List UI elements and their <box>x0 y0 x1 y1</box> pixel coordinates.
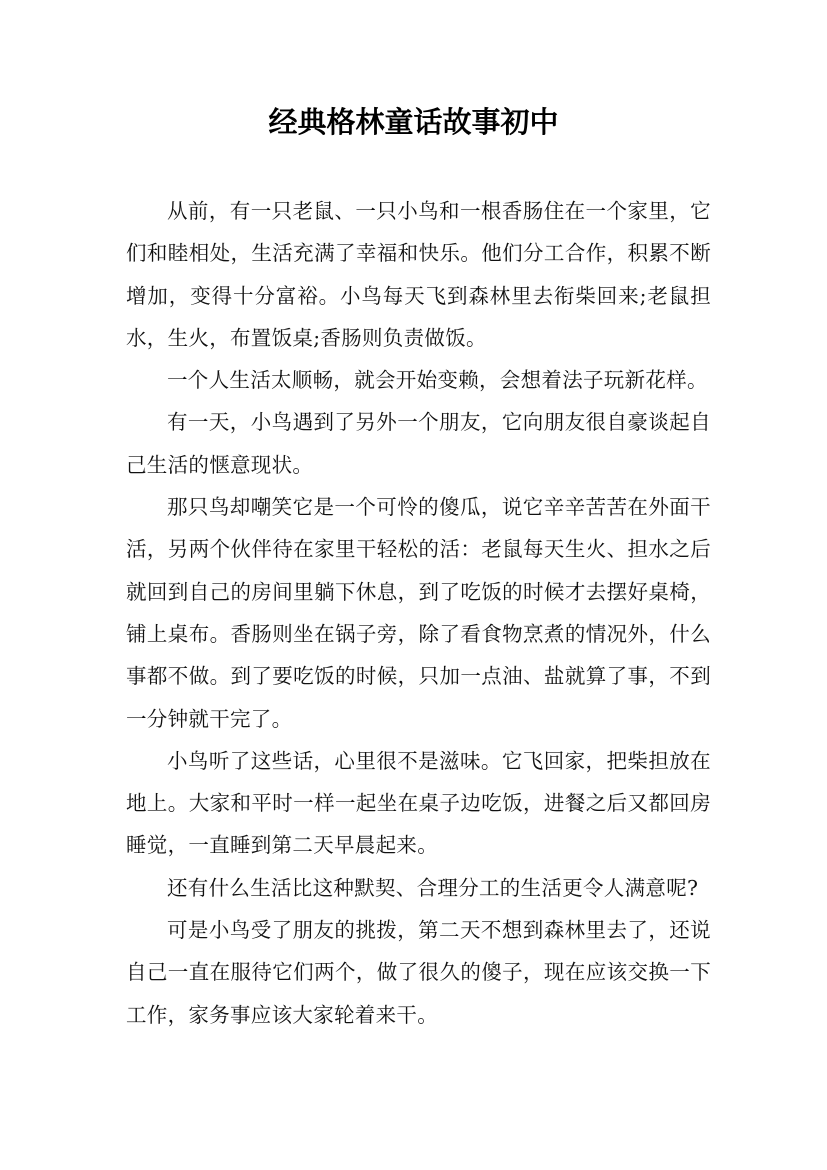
paragraph: 从前，有一只老鼠、一只小鸟和一根香肠住在一个家里，它们和睦相处，生活充满了幸福和快乐。他们分工合作，积累不断增加，变得十分富裕。小鸟每天飞到森林里去衔柴回来;老鼠担水，生火，布置饭桌;香肠则负责做饭。 <box>126 199 711 350</box>
paragraph: 小鸟听了这些话，心里很不是滋味。它飞回家，把柴担放在地上。大家和平时一样一起坐在桌子边吃饭，进餐之后又都回房睡觉，一直睡到第二天早晨起来。 <box>126 748 711 858</box>
paragraph: 那只鸟却嘲笑它是一个可怜的傻瓜，说它辛辛苦苦在外面干活，另两个伙伴待在家里干轻松的活：老鼠每天生火、担水之后就回到自己的房间里躺下休息，到了吃饭的时候才去摆好桌椅，铺上桌布。香肠则坐在锅子旁，除了看食物烹煮的情况外，什么事都不做。到了要吃饭的时候，只加一点油、盐就算了事，不到一分钟就干完了。 <box>126 495 711 731</box>
paragraph: 有一天，小鸟遇到了另外一个朋友，它向朋友很自豪谈起自己生活的惬意现状。 <box>126 410 711 477</box>
document-body <box>126 190 711 1036</box>
paragraph: 还有什么生活比这种默契、合理分工的生活更令人满意呢? <box>167 875 699 900</box>
paragraph: 一个人生活太顺畅，就会开始变赖，会想着法子玩新花样。 <box>167 368 708 393</box>
paragraph: 可是小鸟受了朋友的挑拨，第二天不想到森林里去了，还说自己一直在服待它们两个，做了很久的傻子，现在应该交换一下工作，家务事应该大家轮着来干。 <box>126 918 711 1027</box>
document-title: 经典格林童话故事初中 <box>268 105 559 139</box>
